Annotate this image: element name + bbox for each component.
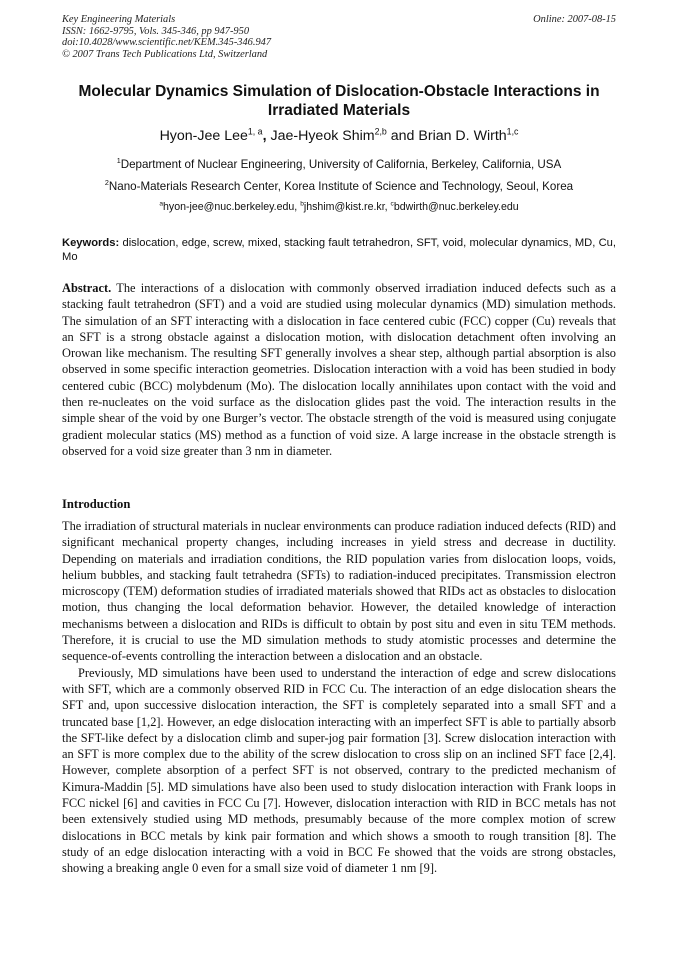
- email-mark: a: [159, 200, 163, 208]
- email-address: bdwirth@nuc.berkeley.edu: [393, 201, 519, 213]
- email-mark: c: [390, 200, 394, 208]
- author-separator: ,: [262, 128, 271, 144]
- author-separator: and: [386, 128, 419, 144]
- author-affiliation-mark: 2,b: [374, 126, 387, 137]
- affiliation-text: Nano-Materials Research Center, Korea Institute of Science and Technology, Seoul, Korea: [108, 180, 574, 193]
- copyright-line: © 2007 Trans Tech Publications Ltd, Switzerland: [62, 48, 268, 60]
- abstract-text: The interactions of a dislocation with commonly observed irradiation induced defects such as a stacking fault tetrahedron (SFT) and a void are studied using molecular dynamics (MD) simulation methods. The simulation of an SFT interacting with a dislocation in face centered cubic (FCC) copper (Cu) reveals that an SFT is a strong obstacle against a dislocation motion, with dislocation detachment often involving an Orowan like mechanism. The resulting SFT generally involves a shear step, although partial absorption is also observed in some specific interaction geometries. Dislocation interaction with a void has been studied in body centered cubic (BCC) molybdenum (Mo). The dislocation locally annihilates upon contact with the void and then re-nucleates on the void surface as the dislocation glides past the void. The interaction results in the simple shear of the void by one Burger’s vector. The obstacle strength of the void is measured using conjugate gradient molecular statics (MS) method as a function of void size. A large increase in the obstacle strength is observed for a void size greater than 3 nm in diameter.: [62, 281, 617, 458]
- doi-line: doi:10.4028/www.scientific.net/KEM.345-346.947: [62, 37, 272, 48]
- email-mark: b: [300, 200, 304, 208]
- paper-title: Molecular Dynamics Simulation of Dislocation-Obstacle Interactions in Irradiated Materials: [78, 83, 600, 119]
- author-affiliation-mark: 1, a: [247, 126, 263, 137]
- introduction-body: [62, 518, 616, 877]
- journal-header: [62, 14, 271, 60]
- paragraph: Previously, MD simulations have been used to understand the interaction of edge and screw dislocations with SFT, which are a commonly observed RID in FCC Cu. The interaction of an edge dislocation shears the SFT and, upon successive dislocation interaction, the SFT is completely separated into a small SFT and a truncated base [1,2]. However, an edge dislocation interacting with an imperfect SFT is able to partially absorb the SFT-like defect by a dislocation climb and super-jog pair formation [3]. Screw dislocation interaction with an SFT is more complex due to the ability of the screw dislocation to cross slip on an inclined SFT face [2,4]. However, complete absorption of a perfect SFT is not observed, contrary to the predicted mechanism of Kimura-Maddin [5]. MD simulations have also been used to study dislocation interaction with Frank loops in FCC nickel [6] and cavities in FCC Cu [7]. However, dislocation interaction with RID in BCC metals has not been extensively studied using MD methods, presumably because of the more complex motion of screw dislocations in BCC metals by kink pair formation and which shows a smooth to rough transition [8]. The study of an edge dislocation interacting with a void in BCC Fe showed that the voids are strong obstacles, showing a breaking angle 0 even for a small size void of diameter 1 nm [9].: [62, 665, 616, 876]
- keywords-text: dislocation, edge, screw, mixed, stacking fault tetrahedron, SFT, void, molecular dynamics, MD, Cu, Mo: [62, 237, 617, 264]
- keywords-label: Keywords:: [62, 237, 120, 249]
- affiliation-mark: 1: [116, 156, 121, 166]
- author-name: Jae-Hyeok Shim: [270, 128, 375, 144]
- affiliation: [62, 180, 616, 194]
- paragraph: The irradiation of structural materials in nuclear environments can produce radiation induced defects (RID) and significant mechanical property changes, including increases in yield stress and decrease in ductility. Depending on materials and irradiation conditions, the RID population varies from dislocation loops, voids, helium bubbles, and stacking fault tetrahedra (SFTs) to radiation-induced precipitates. Transmission electron microscopy (TEM) deformation studies of irradiated materials showed that RIDs act as obstacles to dislocation motion, thus changing the local deformation behavior. However, the detailed knowledge of interaction mechanisms between a dislocation and RIDs is difficult to obtain by post situ and even in situ TEM methods. Therefore, it is crucial to use the MD simulation methods to study atomistic processes and determine the sequence-of-events controlling the interaction between a dislocation and an obstacle.: [62, 519, 616, 664]
- author-list: [62, 127, 616, 145]
- abstract-label: Abstract.: [62, 281, 112, 295]
- abstract-block: [62, 280, 616, 459]
- author-name: Hyon-Jee Lee: [159, 128, 248, 144]
- online-date: Online: 2007-08-15: [533, 14, 616, 25]
- author-affiliation-mark: 1,c: [506, 126, 519, 137]
- keywords-block: [62, 236, 616, 264]
- email-address: jhshim@kist.re.kr,: [303, 201, 391, 213]
- affiliation: [62, 158, 616, 172]
- journal-name: Key Engineering Materials: [62, 14, 176, 25]
- email-address: hyon-jee@nuc.berkeley.edu,: [163, 201, 301, 213]
- email-list: [62, 201, 616, 214]
- issn-line: ISSN: 1662-9795, Vols. 345-346, pp 947-950: [62, 25, 250, 37]
- author-name: Brian D. Wirth: [418, 128, 507, 144]
- affiliation-mark: 2: [104, 178, 109, 188]
- section-heading-introduction: Introduction: [62, 497, 131, 511]
- affiliation-text: Department of Nuclear Engineering, University of California, Berkeley, California, USA: [120, 158, 562, 171]
